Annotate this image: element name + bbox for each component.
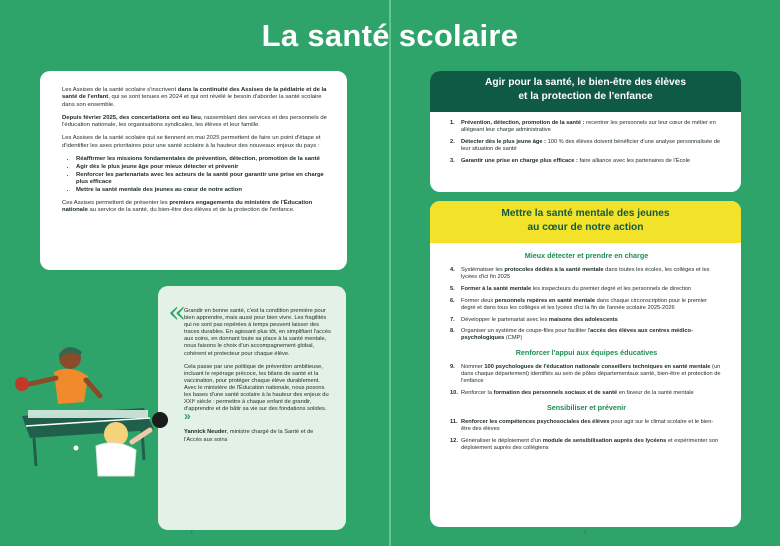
list-item: 1. Prévention, détection, promotion de la santé : recentrer les personnels sur leur cœur de métier en allégeant leur charge administrative <box>450 120 716 133</box>
section-title: Mieux détecter et prendre en charge <box>524 251 649 260</box>
quote-paragraph-1: Grandir en bonne santé, c'est la condition première pour bien apprendre, mais aussi pour bien vivre. Les fragilités qui ne sont pas repérées à temps peuvent laisser des traces durables. En agissant plus tôt, en simplifiant l'accès aux soins, en donnant toute sa place à la santé mentale, nous faisons le choix d'un accompagnement global, cohérent et protecteur pour chaque élève. <box>184 308 331 357</box>
page-number-right: 5 <box>584 530 587 536</box>
list-item: 8. Organiser un système de coupe-files pour faciliter l'accès des élèves aux centres médico-psychologiques (CMP) <box>450 328 693 342</box>
quote-author: Yannick Neuder, ministre chargé de la Santé et de l'Accès aux soins <box>184 429 314 443</box>
page-number-left: 4 <box>190 530 193 536</box>
intro-paragraph-3: Les Assises de la santé scolaire qui se tiennent en mai 2025 permettent de faire un point d'étape et d'identifier les axes prioritaires pour une santé scolaire à la hauteur des nouveaux enjeux du pays : <box>62 135 321 149</box>
list-item: 2. Détecter dès le plus jeune âge : 100 % des élèves doivent bénéficier d'une analyse personnalisée de leur situation de santé <box>450 138 721 152</box>
list-item: 4. Systématiser les protocoles dédiés à la santé mentale dans toutes les écoles, les collèges et les lycées d'ici fin 2025 <box>450 267 710 280</box>
list-item: 5. Former à la santé mentale les inspecteurs du premier degré et les personnels de direction <box>450 285 692 292</box>
box-heading: Mettre la santé mentale des jeunes au cœur de notre action <box>430 201 741 243</box>
intro-paragraph-4: Ces Assises permettent de présenter les premiers engagements du ministère de l'Éducation nationale au service de la santé, du bien-être des élèves et de la protection de l'enfance. <box>62 200 313 214</box>
list-item: • Mettre la santé mentale des jeunes au cœur de notre action <box>76 187 327 194</box>
intro-paragraph-1: Les Assises de la santé scolaire s'inscrivent dans la continuité des Assises de la pédiatrie et de la santé de l'enfant, qui se sont tenues en 2024 et qui ont révélé le besoin d'aborder la santé scolaire dans son ensemble. <box>62 87 327 108</box>
intro-paragraph-2: Depuis février 2025, des concertations ont eu lieu, rassemblant des services et des personnels de l'éducation nationale, les organisations syndicales, les élèves et leur famille. <box>62 114 327 129</box>
list-item: 6. Former deux personnels repères en santé mentale dans chaque circonscription pour le premier degré et dans tous les collèges et les lycées d'ici la fin de l'année scolaire 2025-2026 <box>450 297 707 311</box>
mental-health-box <box>430 201 741 527</box>
intro-bullet-list <box>76 156 327 194</box>
section-title: Renforcer l'appui aux équipes éducatives <box>515 348 658 358</box>
section-title: Sensibiliser et prévenir <box>546 402 627 412</box>
health-wellbeing-box <box>430 71 741 192</box>
list-item: 7. Développer le partenariat avec les maisons des adolescents <box>450 316 618 323</box>
list-item: 11. Renforcer les compétences psychosociales des élèves pour agir sur le climat scolaire et le bien-être des élèves <box>450 418 714 432</box>
list-item: • Réaffirmer les missions fondamentales de prévention, détection, promotion de la santé <box>76 156 327 163</box>
close-quote-icon: » <box>184 409 191 424</box>
list-item: 3. Garantir une prise en charge plus efficace : faire alliance avec les partenaires de l'École <box>450 157 691 164</box>
page-fold <box>389 0 391 546</box>
list-item: 10. Renforcer la formation des personnels sociaux et de santé en faveur de la santé mentale <box>450 389 694 396</box>
quote-paragraph-2: Cela passe par une politique de prévention ambitieuse, incluant le repérage précoce, les bilans de santé et la vaccination, pour protéger chaque élève durablement. Avec le ministère de l'Éducation nationale, nous posons les bases d'une santé scolaire à la hauteur des enjeux du XXIᵉ siècle : permettre à chaque enfant de grandir, d'apprendre et de bâtir sa vie sur des fondations solides. » <box>184 363 329 424</box>
intro-card <box>40 71 347 270</box>
table-tennis-illustration <box>4 338 176 478</box>
open-quote-icon: « <box>168 295 187 330</box>
page-title: La santé scolaire <box>261 18 519 53</box>
list-item: 12. Généraliser le déploiement d'un module de sensibilisation auprès des lycéens et expérimenter son déploiement auprès des collégiens <box>450 437 719 451</box>
list-item: 9. Nommer 100 psychologues de l'éducation nationale conseillers techniques en santé mentale (un dans chaque département) identifiés au sein de pôles départementaux santé, bien-être et protection de l'enfance <box>450 364 721 385</box>
list-item: • Renforcer les partenariats avec les acteurs de la santé pour garantir une prise en charge plus efficace <box>76 172 327 187</box>
list-item: • Agir dès le plus jeune âge pour mieux détecter et prévenir <box>76 164 327 171</box>
quote-card <box>158 286 346 530</box>
box-heading: Agir pour la santé, le bien-être des élèves et la protection de l'enfance <box>430 71 741 112</box>
